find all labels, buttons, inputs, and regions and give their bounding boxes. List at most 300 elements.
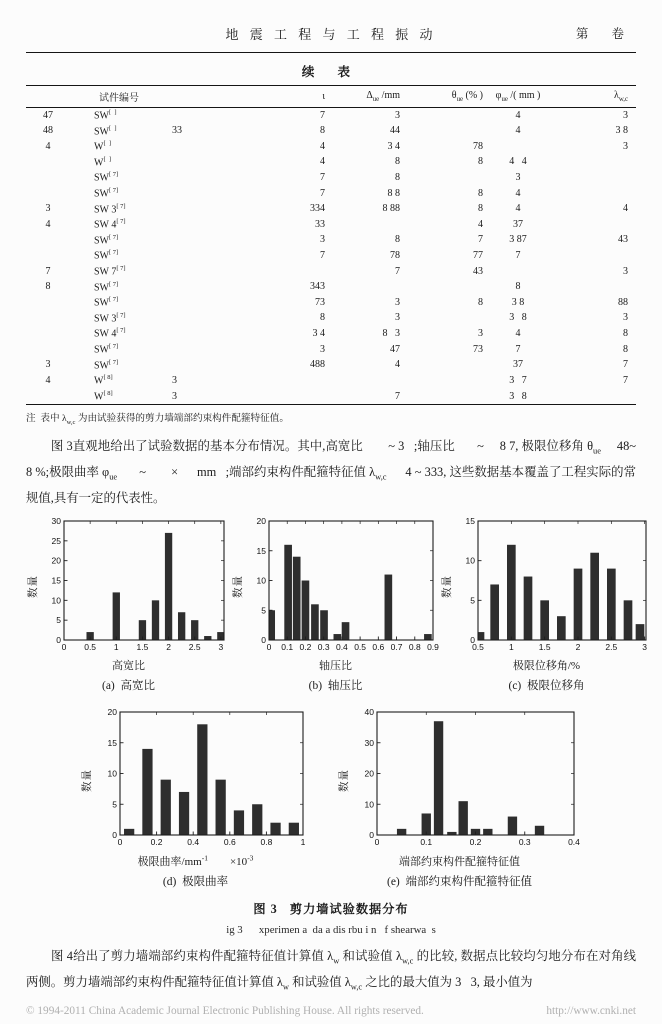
table-cell: 3 bbox=[623, 140, 629, 152]
table-cell: 334 bbox=[310, 203, 326, 215]
table-cell bbox=[404, 373, 488, 389]
col-delta-ue: $\Delta_{ue}$ /mm bbox=[330, 86, 404, 108]
table-cell: 8 bbox=[478, 187, 484, 199]
table-cell bbox=[330, 217, 404, 233]
copyright-text: © 1994-2011 China Academic Journal Electronic Publishing House. All rights reserved. bbox=[26, 1005, 424, 1018]
col-theta-ue: $\theta_{ue}$ (% ) bbox=[404, 86, 488, 108]
table-cell bbox=[488, 139, 548, 155]
y-tick-label: 25 bbox=[51, 536, 61, 547]
table-cell: SW[ 7] bbox=[94, 296, 119, 309]
bar bbox=[508, 817, 517, 835]
table-cell bbox=[26, 232, 70, 248]
table-cell: 7 bbox=[515, 250, 521, 262]
bar bbox=[507, 545, 516, 640]
table-cell bbox=[168, 342, 212, 358]
table-cell: SW 3[ 7] bbox=[94, 202, 126, 215]
bar bbox=[234, 811, 244, 836]
bar bbox=[479, 632, 485, 640]
table-cell: 4 bbox=[320, 156, 326, 168]
chart-caption: (e) 端部约束构件配箍特征值 bbox=[386, 876, 532, 889]
table-cell bbox=[168, 248, 212, 264]
x-tick-label: 1 bbox=[508, 642, 514, 653]
table-cell bbox=[404, 123, 488, 139]
bar bbox=[293, 557, 301, 640]
page-footer bbox=[26, 1005, 636, 1017]
table-cell: 3 bbox=[45, 203, 51, 215]
table-cell: 3 bbox=[623, 312, 629, 324]
chart-aspect-ratio-plot bbox=[39, 516, 231, 657]
table-cell: SW[ 7] bbox=[94, 343, 119, 356]
table-cell: 33 bbox=[315, 218, 326, 230]
table-row bbox=[26, 279, 636, 295]
x-axis-label: 极限位移角/% bbox=[512, 660, 581, 673]
bar bbox=[289, 823, 299, 835]
table-cell: 4 bbox=[515, 203, 521, 215]
table-cell bbox=[168, 201, 212, 217]
table-cell bbox=[548, 186, 636, 202]
chart-stirrup-value bbox=[337, 707, 582, 889]
paragraph-2-text: 图 4给出了剪力墙端部约束构件配箍特征值计算值 $\lambda_w$ 和试验值 $\lambda_{w,c}$ 的比较, 数据点比较均匀地分布在对角线两侧。剪力墙端部约束构件配箍特征值计算值 $\lambda_w$ 和试验值 $\lambda_{w,c}$ 之比的最大值为 3 3, 最小值为 bbox=[26, 949, 637, 992]
bar bbox=[483, 829, 492, 835]
table-row bbox=[26, 154, 636, 170]
table-cell: 3 bbox=[515, 171, 521, 183]
col-iota: ι bbox=[212, 86, 330, 108]
table-cell: 47 bbox=[43, 109, 53, 121]
bar bbox=[636, 625, 645, 641]
y-tick-label: 15 bbox=[51, 575, 61, 586]
x-tick-label: 0.8 bbox=[260, 837, 273, 848]
table-cell: 3 bbox=[172, 390, 177, 402]
x-tick-label: 0.5 bbox=[84, 642, 97, 653]
header-rule bbox=[26, 52, 636, 53]
table-cell bbox=[548, 170, 636, 186]
y-axis-label: 数量 bbox=[442, 575, 453, 599]
charts-row-1 bbox=[26, 516, 648, 693]
bar bbox=[204, 636, 211, 640]
table-body bbox=[26, 107, 636, 405]
table-cell: 7 bbox=[478, 234, 484, 246]
table-cell: 3 bbox=[320, 234, 326, 246]
table-row bbox=[26, 232, 636, 248]
table-cell: 7 bbox=[320, 109, 326, 121]
table-cell: 43 bbox=[618, 234, 629, 246]
chart-caption: (a) 高宽比 bbox=[101, 680, 155, 693]
bar bbox=[574, 569, 583, 640]
bar bbox=[252, 805, 262, 836]
x-tick-label: 1.5 bbox=[136, 642, 149, 653]
table-row bbox=[26, 170, 636, 186]
x-tick-label: 0.2 bbox=[469, 837, 482, 848]
table-cell: 8 bbox=[395, 156, 401, 168]
chart-curvature bbox=[80, 707, 311, 889]
y-tick-label: 15 bbox=[256, 546, 266, 557]
table-cell bbox=[26, 326, 70, 342]
x-tick-label: 0.6 bbox=[372, 642, 385, 653]
table-cell: 4 bbox=[515, 328, 521, 340]
bar bbox=[624, 601, 633, 641]
table-cell bbox=[168, 326, 212, 342]
bar bbox=[459, 802, 468, 836]
y-tick-label: 30 bbox=[51, 516, 61, 527]
col-phi-ue: $\varphi_{ue}$ /( mm ) bbox=[488, 86, 548, 108]
table-cell bbox=[404, 310, 488, 326]
y-tick-label: 15 bbox=[107, 738, 117, 749]
chart-drift-angle-body bbox=[440, 516, 653, 657]
table-cell: 7 bbox=[395, 265, 401, 277]
table-cell bbox=[212, 373, 330, 389]
table-cell: 3 bbox=[395, 296, 401, 308]
bar bbox=[535, 826, 544, 835]
table-cell bbox=[168, 186, 212, 202]
bar bbox=[142, 749, 152, 835]
table-cell: 3 bbox=[45, 359, 51, 371]
table-cell: 3 4 bbox=[387, 140, 401, 152]
y-axis-label: 数量 bbox=[233, 575, 244, 599]
y-tick-label: 5 bbox=[261, 605, 266, 616]
table-cell: 7 bbox=[623, 374, 629, 386]
table-cell: 3 bbox=[172, 374, 177, 386]
chart-aspect-ratio-body bbox=[26, 516, 231, 657]
table-cell: 7 bbox=[45, 265, 51, 277]
table-cell bbox=[26, 170, 70, 186]
table-cell: 78 bbox=[390, 250, 401, 262]
y-axis-label: 数量 bbox=[339, 768, 350, 792]
table-cell: SW 7[ 7] bbox=[94, 264, 126, 278]
x-axis-label: 高宽比 bbox=[112, 660, 145, 673]
table-cell bbox=[168, 279, 212, 295]
table-row bbox=[26, 201, 636, 217]
chart-aspect-ratio bbox=[26, 516, 231, 693]
table-cell: SW[ 7] bbox=[94, 171, 119, 184]
table-cell: SW[ 7] bbox=[94, 249, 119, 262]
y-tick-label: 0 bbox=[470, 635, 475, 646]
x-tick-label: 1 bbox=[300, 837, 306, 848]
table-cell: 7 bbox=[320, 187, 326, 199]
table-row bbox=[26, 248, 636, 264]
table-cell: 3 bbox=[478, 328, 484, 340]
table-row bbox=[26, 357, 636, 373]
bar bbox=[270, 823, 280, 835]
table-cell: 4 bbox=[623, 203, 629, 215]
table-cell: 8 bbox=[395, 234, 401, 246]
y-tick-label: 20 bbox=[107, 707, 117, 718]
bar bbox=[334, 634, 342, 640]
figure-caption-en: ig 3 xperimen a da a dis rbu i n f shearwa s bbox=[226, 924, 436, 937]
chart-axial-ratio bbox=[231, 516, 440, 693]
x-tick-label: 0.2 bbox=[150, 837, 163, 848]
table-cell: 4 bbox=[395, 359, 401, 371]
table-cell bbox=[26, 154, 70, 170]
bar bbox=[284, 545, 292, 640]
table-cell: 8 bbox=[623, 328, 629, 340]
bar bbox=[397, 829, 406, 835]
bar bbox=[540, 601, 549, 641]
x-tick-label: 1.5 bbox=[538, 642, 551, 653]
table-cell: SW 3[ 7] bbox=[94, 311, 126, 325]
bar bbox=[124, 829, 134, 835]
table-cell: 8 bbox=[478, 296, 484, 308]
bar bbox=[113, 593, 120, 641]
table-cell: W[ ] bbox=[94, 140, 112, 153]
table-cell: 4 4 bbox=[509, 156, 527, 168]
table-cell: 4 bbox=[515, 109, 521, 121]
table-cell bbox=[26, 248, 70, 264]
table-cell: 3 bbox=[395, 312, 401, 324]
table-cell: 43 bbox=[473, 265, 484, 277]
x-tick-label: 2 bbox=[166, 642, 171, 653]
chart-stirrup-value-body bbox=[337, 707, 582, 853]
table-cell: 3 87 bbox=[509, 234, 527, 246]
y-tick-label: 10 bbox=[107, 768, 117, 779]
y-tick-label: 10 bbox=[256, 575, 266, 586]
table-cell bbox=[168, 232, 212, 248]
bar bbox=[424, 634, 432, 640]
table-cell: 8 88 bbox=[382, 203, 401, 215]
y-axis-label: 数量 bbox=[82, 768, 93, 792]
x-axis-label: 极限曲率$/mm^{-1}$ $\times 10^{-3}$ bbox=[137, 853, 254, 869]
table-cell: SW 4[ 7] bbox=[94, 218, 126, 231]
y-tick-label: 5 bbox=[470, 595, 475, 606]
table-cell bbox=[168, 357, 212, 373]
table-cell: 3 8 bbox=[511, 296, 525, 308]
table-cell: 7 bbox=[623, 359, 629, 371]
x-tick-label: 0 bbox=[266, 642, 272, 653]
y-tick-label: 10 bbox=[465, 556, 475, 567]
table-cell bbox=[488, 264, 548, 280]
table-cell: 4 bbox=[45, 218, 51, 230]
table-cell bbox=[168, 264, 212, 280]
x-tick-label: 1 bbox=[113, 642, 119, 653]
table-cell bbox=[548, 279, 636, 295]
table-cell bbox=[404, 107, 488, 123]
bar bbox=[302, 581, 310, 641]
table-cell bbox=[168, 139, 212, 155]
table-cell bbox=[404, 357, 488, 373]
bar bbox=[216, 780, 226, 835]
table-cell bbox=[404, 170, 488, 186]
paragraph-1 bbox=[26, 436, 652, 509]
table-row bbox=[26, 342, 636, 358]
table-cell: 3 8 bbox=[615, 125, 629, 137]
y-tick-label: 10 bbox=[364, 799, 374, 810]
table-cell bbox=[168, 310, 212, 326]
x-axis-label: 轴压比 bbox=[319, 660, 352, 673]
page-header bbox=[26, 0, 636, 46]
chart-stirrup-value-plot bbox=[350, 707, 582, 853]
y-axis-label: 数量 bbox=[28, 575, 39, 599]
y-tick-label: 10 bbox=[51, 595, 61, 606]
table-note: 注 表中 $\lambda_{w,c}$ 为由试验获得的剪力墙端部约束构件配箍特征值。 bbox=[26, 413, 289, 426]
chart-axial-ratio-plot bbox=[244, 516, 440, 657]
x-tick-label: 0 bbox=[117, 837, 123, 848]
table-cell: SW[ 7] bbox=[94, 186, 119, 200]
x-tick-label: 3 bbox=[642, 642, 648, 653]
table-cell bbox=[212, 264, 330, 280]
cnki-url-link[interactable]: http://www.cnki.net bbox=[546, 1005, 636, 1018]
x-tick-label: 0.4 bbox=[187, 837, 200, 848]
paragraph-2 bbox=[26, 946, 636, 998]
table-row bbox=[26, 217, 636, 233]
chart-curvature-body bbox=[80, 707, 311, 853]
table-cell: 7 bbox=[320, 250, 326, 262]
table-row bbox=[26, 139, 636, 155]
table-cell: SW[ ] bbox=[94, 124, 117, 137]
x-tick-label: 0.4 bbox=[568, 837, 580, 848]
table-cell bbox=[330, 279, 404, 295]
table-cell: SW 4[ 7] bbox=[94, 327, 126, 340]
bar bbox=[434, 722, 443, 836]
table-cell: 7 bbox=[395, 390, 401, 402]
table-cell bbox=[26, 295, 70, 311]
y-tick-label: 0 bbox=[369, 830, 374, 841]
table-row bbox=[26, 295, 636, 311]
x-tick-label: 0.4 bbox=[335, 642, 348, 653]
table-cell: 8 bbox=[515, 281, 521, 293]
table-row bbox=[26, 264, 636, 280]
y-tick-label: 5 bbox=[56, 615, 61, 626]
charts-row-2 bbox=[26, 707, 636, 889]
x-tick-label: 0.3 bbox=[317, 642, 330, 653]
table-cell: 4 bbox=[320, 140, 326, 152]
bar bbox=[607, 569, 616, 640]
table-cell: SW[ 7] bbox=[94, 280, 119, 293]
y-tick-label: 5 bbox=[112, 799, 117, 810]
bar bbox=[524, 577, 533, 640]
x-tick-label: 0 bbox=[374, 837, 380, 848]
table-cell: SW[ ] bbox=[94, 108, 117, 122]
table-cell: 4 bbox=[478, 218, 484, 230]
y-tick-label: 0 bbox=[261, 635, 266, 646]
bar bbox=[490, 585, 499, 641]
table-cell: W[ 8] bbox=[94, 389, 113, 403]
table-row bbox=[26, 326, 636, 342]
table-cell bbox=[212, 388, 330, 404]
chart-caption: (b) 轴压比 bbox=[308, 680, 363, 693]
table-cell: 8 bbox=[478, 203, 484, 215]
data-table bbox=[26, 85, 636, 405]
x-tick-label: 2.5 bbox=[605, 642, 618, 653]
table-row bbox=[26, 186, 636, 202]
table-cell bbox=[548, 248, 636, 264]
y-tick-label: 0 bbox=[112, 830, 117, 841]
bar bbox=[557, 617, 566, 641]
chart-axial-ratio-body bbox=[231, 516, 440, 657]
table-row bbox=[26, 107, 636, 123]
table-cell: 3 8 bbox=[509, 312, 527, 324]
bar bbox=[342, 623, 350, 641]
table-row bbox=[26, 373, 636, 389]
x-tick-label: 0.5 bbox=[354, 642, 367, 653]
x-tick-label: 0.5 bbox=[472, 642, 484, 653]
table-cell bbox=[26, 342, 70, 358]
table-cell: 3 4 bbox=[312, 328, 326, 340]
col-lambda-wc: $\lambda_{w,c}$ bbox=[548, 86, 636, 108]
paragraph-1-text: 图 3直观地给出了试验数据的基本分布情况。其中,高宽比 ~ 3 ;轴压比 ~ 8 7, 极限位移角 $\theta_{ue}$ 48~ 8 %;极限曲率 $\varphi_{ue}$ ~ × mm ;端部约束构件配箍特征值 $\lambda_{w,c}$ 4 ~ 333, 这些数据基本覆盖了工程实际的常规值,具有一定的代表性。 bbox=[26, 438, 652, 505]
table-cell: SW[ 7] bbox=[94, 233, 119, 247]
table-cell: 44 bbox=[390, 125, 401, 137]
table-cell: 77 bbox=[473, 250, 484, 262]
table-cell: 8 bbox=[395, 171, 401, 183]
table-cell: 7 bbox=[320, 171, 326, 183]
chart-caption: (c) 极限位移角 bbox=[508, 680, 585, 693]
table-cell bbox=[168, 295, 212, 311]
table-cell bbox=[330, 373, 404, 389]
x-tick-label: 0.7 bbox=[390, 642, 403, 653]
y-tick-label: 20 bbox=[364, 768, 374, 779]
table-cell: 3 bbox=[395, 109, 401, 121]
x-tick-label: 0.1 bbox=[281, 642, 294, 653]
table-cell bbox=[404, 388, 488, 404]
table-cell: 8 bbox=[320, 125, 326, 137]
table-cell: SW[ 7] bbox=[94, 358, 119, 371]
y-tick-label: 15 bbox=[465, 516, 475, 527]
x-tick-label: 0.9 bbox=[427, 642, 439, 653]
bar bbox=[165, 533, 172, 640]
x-tick-label: 0.3 bbox=[518, 837, 531, 848]
bar bbox=[385, 575, 393, 640]
bar bbox=[152, 601, 159, 641]
table-cell: 4 bbox=[45, 140, 51, 152]
table-cell bbox=[26, 186, 70, 202]
chart-caption: (d) 极限曲率 bbox=[162, 876, 229, 889]
bar bbox=[311, 605, 319, 641]
table-cell: 8 bbox=[623, 343, 629, 355]
chart-curvature-plot bbox=[93, 707, 311, 853]
y-tick-label: 20 bbox=[256, 516, 266, 527]
table-cell: 73 bbox=[473, 343, 484, 355]
table-cell: 8 8 bbox=[387, 187, 401, 199]
table-cell bbox=[548, 217, 636, 233]
table-cell bbox=[26, 388, 70, 404]
bar bbox=[161, 780, 171, 835]
table-cell: 4 bbox=[45, 374, 51, 386]
x-axis-label: 端部约束构件配箍特征值 bbox=[399, 856, 520, 869]
table-cell: 8 bbox=[320, 312, 326, 324]
table-cell bbox=[404, 279, 488, 295]
bar bbox=[320, 611, 328, 641]
table-cell: W[ 8] bbox=[94, 374, 113, 387]
x-tick-label: 0.8 bbox=[408, 642, 421, 653]
x-tick-label: 2.5 bbox=[188, 642, 201, 653]
x-tick-label: 2 bbox=[575, 642, 581, 653]
bar bbox=[179, 792, 189, 835]
y-tick-label: 40 bbox=[364, 707, 374, 718]
table-cell: 37 bbox=[513, 218, 524, 230]
table-cell: 8 bbox=[478, 156, 484, 168]
bar bbox=[270, 611, 276, 641]
bar bbox=[178, 613, 185, 641]
table-cell: 3 bbox=[320, 343, 326, 355]
continued-table-title: 续 表 bbox=[301, 65, 361, 79]
col-specimen: 试件编号 bbox=[26, 86, 212, 108]
table-cell bbox=[548, 388, 636, 404]
table-cell: 4 bbox=[515, 187, 521, 199]
x-tick-label: 3 bbox=[218, 642, 224, 653]
table-cell bbox=[548, 154, 636, 170]
table-cell: 3 bbox=[623, 109, 629, 121]
x-tick-label: 0.1 bbox=[420, 837, 433, 848]
table-cell: 8 bbox=[45, 281, 51, 293]
table-cell: 3 8 bbox=[509, 390, 527, 402]
table-cell bbox=[168, 154, 212, 170]
plot-box bbox=[377, 712, 574, 835]
table-row bbox=[26, 123, 636, 139]
table-cell bbox=[168, 170, 212, 186]
table-cell bbox=[26, 310, 70, 326]
x-tick-label: 0.2 bbox=[299, 642, 312, 653]
table-cell: 37 bbox=[513, 359, 524, 371]
y-tick-label: 30 bbox=[364, 738, 374, 749]
